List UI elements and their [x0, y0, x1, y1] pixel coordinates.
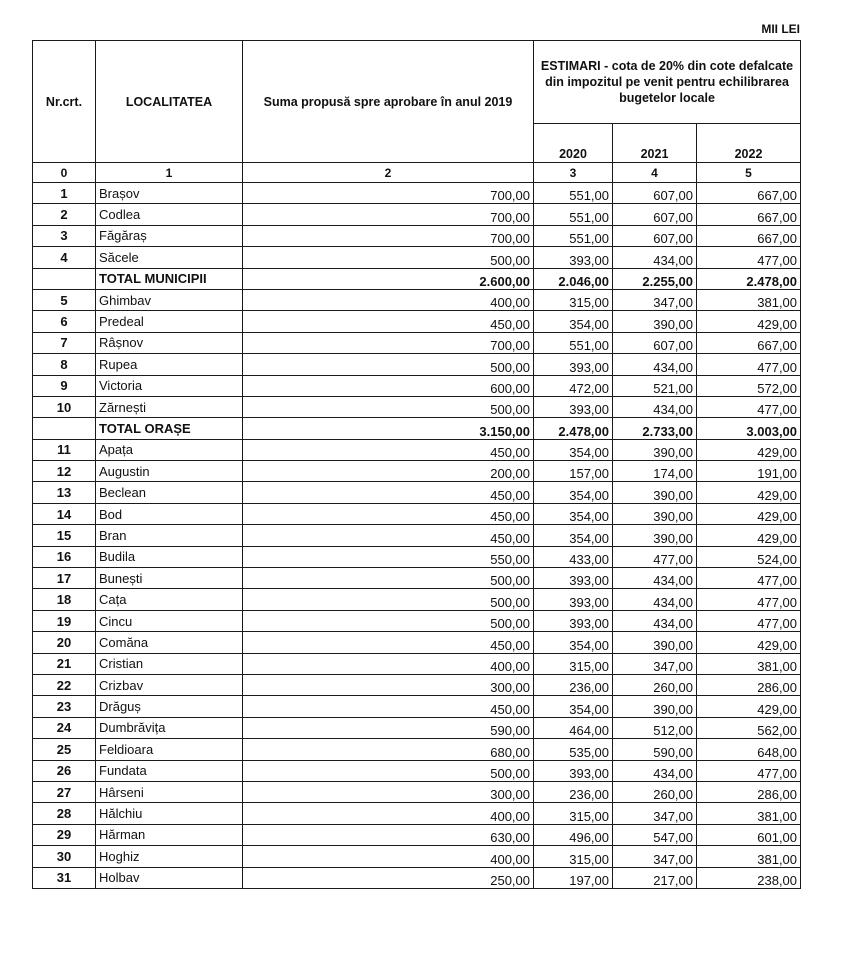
table-row [33, 568, 801, 589]
locality-name: Bunești [96, 568, 243, 589]
estimate-2022: 238,00 [697, 867, 801, 888]
estimate-2022: 477,00 [697, 354, 801, 375]
locality-name: Cincu [96, 610, 243, 631]
locality-name: Holbav [96, 867, 243, 888]
locality-name: Rupea [96, 354, 243, 375]
estimate-2021: 347,00 [613, 846, 697, 867]
table-row [33, 846, 801, 867]
estimate-2020: 236,00 [534, 674, 613, 695]
table-row [33, 225, 801, 246]
estimate-2021: 590,00 [613, 739, 697, 760]
estimate-2020: 315,00 [534, 653, 613, 674]
locality-name: Ghimbav [96, 289, 243, 310]
locality-name: Beclean [96, 482, 243, 503]
row-number: 19 [33, 610, 96, 631]
table-row [33, 781, 801, 802]
estimate-2022: 429,00 [697, 503, 801, 524]
amount-2019: 500,00 [243, 589, 534, 610]
estimate-2022: 381,00 [697, 289, 801, 310]
amount-2019: 450,00 [243, 503, 534, 524]
table-row [33, 204, 801, 225]
estimate-2020: 393,00 [534, 568, 613, 589]
amount-2019: 500,00 [243, 396, 534, 417]
estimate-2021: 477,00 [613, 546, 697, 567]
table-row [33, 760, 801, 781]
column-number: 4 [613, 163, 697, 183]
row-number: 12 [33, 461, 96, 482]
estimate-2020: 236,00 [534, 781, 613, 802]
estimate-2021: 2.733,00 [613, 418, 697, 439]
locality-name: Făgăraș [96, 225, 243, 246]
row-number: 5 [33, 289, 96, 310]
row-number: 1 [33, 183, 96, 204]
locality-name: Comăna [96, 632, 243, 653]
table-row [33, 354, 801, 375]
estimate-2021: 390,00 [613, 311, 697, 332]
amount-2019: 700,00 [243, 204, 534, 225]
locality-name: Drăguș [96, 696, 243, 717]
estimate-2020: 393,00 [534, 610, 613, 631]
amount-2019: 400,00 [243, 653, 534, 674]
estimate-2021: 547,00 [613, 824, 697, 845]
estimate-2022: 601,00 [697, 824, 801, 845]
estimate-2020: 197,00 [534, 867, 613, 888]
estimate-2022: 3.003,00 [697, 418, 801, 439]
estimate-2020: 551,00 [534, 332, 613, 353]
amount-2019: 300,00 [243, 674, 534, 695]
estimate-2020: 393,00 [534, 354, 613, 375]
row-number [33, 418, 96, 439]
amount-2019: 400,00 [243, 803, 534, 824]
table-row [33, 589, 801, 610]
estimate-2020: 354,00 [534, 311, 613, 332]
estimate-2020: 393,00 [534, 396, 613, 417]
estimate-2020: 464,00 [534, 717, 613, 738]
table-row [33, 824, 801, 845]
row-number: 2 [33, 204, 96, 225]
table-row [33, 461, 801, 482]
locality-name: Hălchiu [96, 803, 243, 824]
table-row [33, 482, 801, 503]
amount-2019: 630,00 [243, 824, 534, 845]
estimate-2021: 174,00 [613, 461, 697, 482]
estimate-2022: 429,00 [697, 632, 801, 653]
amount-2019: 450,00 [243, 525, 534, 546]
estimate-2021: 347,00 [613, 803, 697, 824]
estimate-2020: 535,00 [534, 739, 613, 760]
estimate-2022: 524,00 [697, 546, 801, 567]
row-number: 15 [33, 525, 96, 546]
table-row [33, 375, 801, 396]
table-row [33, 439, 801, 460]
amount-2019: 700,00 [243, 225, 534, 246]
row-number: 18 [33, 589, 96, 610]
estimate-2020: 393,00 [534, 760, 613, 781]
amount-2019: 550,00 [243, 546, 534, 567]
amount-2019: 700,00 [243, 183, 534, 204]
row-number: 4 [33, 247, 96, 268]
estimate-2020: 315,00 [534, 846, 613, 867]
locality-name: Victoria [96, 375, 243, 396]
amount-2019: 590,00 [243, 717, 534, 738]
estimate-2022: 381,00 [697, 846, 801, 867]
estimate-2020: 354,00 [534, 696, 613, 717]
estimate-2022: 286,00 [697, 781, 801, 802]
estimate-2022: 477,00 [697, 760, 801, 781]
table-row [33, 739, 801, 760]
estimate-2022: 667,00 [697, 332, 801, 353]
locality-name: Dumbrăvița [96, 717, 243, 738]
amount-2019: 450,00 [243, 696, 534, 717]
estimate-2021: 260,00 [613, 781, 697, 802]
estimate-2022: 477,00 [697, 396, 801, 417]
estimate-2022: 667,00 [697, 225, 801, 246]
total-row [33, 268, 801, 289]
budget-table [32, 40, 801, 889]
estimate-2021: 434,00 [613, 247, 697, 268]
estimate-2021: 434,00 [613, 589, 697, 610]
locality-name: Predeal [96, 311, 243, 332]
row-number: 11 [33, 439, 96, 460]
amount-2019: 680,00 [243, 739, 534, 760]
table-row [33, 332, 801, 353]
column-number: 5 [697, 163, 801, 183]
row-number: 6 [33, 311, 96, 332]
locality-name: Hărman [96, 824, 243, 845]
estimate-2022: 429,00 [697, 311, 801, 332]
estimate-2022: 572,00 [697, 375, 801, 396]
estimate-2021: 607,00 [613, 225, 697, 246]
row-number [33, 268, 96, 289]
header-estimari: ESTIMARI - cota de 20% din cote defalcate din impozitul pe venit pentru echilibrarea bugetelor locale [534, 41, 801, 124]
row-number: 25 [33, 739, 96, 760]
estimate-2020: 354,00 [534, 439, 613, 460]
estimate-2022: 562,00 [697, 717, 801, 738]
column-number: 1 [96, 163, 243, 183]
estimate-2022: 477,00 [697, 568, 801, 589]
table-row [33, 289, 801, 310]
row-number: 3 [33, 225, 96, 246]
estimate-2022: 429,00 [697, 525, 801, 546]
estimate-2021: 521,00 [613, 375, 697, 396]
estimate-2021: 347,00 [613, 289, 697, 310]
amount-2019: 200,00 [243, 461, 534, 482]
locality-name: Apața [96, 439, 243, 460]
estimate-2021: 390,00 [613, 439, 697, 460]
estimate-2021: 390,00 [613, 503, 697, 524]
locality-name: Crizbav [96, 674, 243, 695]
row-number: 9 [33, 375, 96, 396]
amount-2019: 600,00 [243, 375, 534, 396]
locality-name: Fundata [96, 760, 243, 781]
locality-name: Zărnești [96, 396, 243, 417]
table-row [33, 803, 801, 824]
column-number-row [33, 163, 801, 183]
estimate-2021: 347,00 [613, 653, 697, 674]
locality-name: TOTAL ORAȘE [96, 418, 243, 439]
locality-name: Hârseni [96, 781, 243, 802]
estimate-2022: 648,00 [697, 739, 801, 760]
amount-2019: 3.150,00 [243, 418, 534, 439]
estimate-2022: 286,00 [697, 674, 801, 695]
estimate-2021: 434,00 [613, 568, 697, 589]
row-number: 10 [33, 396, 96, 417]
amount-2019: 500,00 [243, 247, 534, 268]
estimate-2020: 2.478,00 [534, 418, 613, 439]
estimate-2021: 260,00 [613, 674, 697, 695]
table-row [33, 632, 801, 653]
estimate-2021: 2.255,00 [613, 268, 697, 289]
estimate-2022: 477,00 [697, 247, 801, 268]
table-row [33, 311, 801, 332]
table-row [33, 867, 801, 888]
estimate-2021: 607,00 [613, 183, 697, 204]
row-number: 24 [33, 717, 96, 738]
amount-2019: 400,00 [243, 846, 534, 867]
amount-2019: 500,00 [243, 354, 534, 375]
locality-name: Bod [96, 503, 243, 524]
estimate-2020: 2.046,00 [534, 268, 613, 289]
total-row [33, 418, 801, 439]
row-number: 21 [33, 653, 96, 674]
estimate-2021: 607,00 [613, 332, 697, 353]
estimate-2021: 390,00 [613, 482, 697, 503]
estimate-2022: 667,00 [697, 183, 801, 204]
amount-2019: 300,00 [243, 781, 534, 802]
estimate-2021: 390,00 [613, 632, 697, 653]
row-number: 22 [33, 674, 96, 695]
estimate-2020: 551,00 [534, 225, 613, 246]
locality-name: Feldioara [96, 739, 243, 760]
locality-name: Augustin [96, 461, 243, 482]
table-row [33, 396, 801, 417]
estimate-2022: 667,00 [697, 204, 801, 225]
header-nr: Nr.crt. [33, 41, 96, 163]
header-suma-2019: Suma propusă spre aprobare în anul 2019 [243, 41, 534, 163]
row-number: 16 [33, 546, 96, 567]
locality-name: Budila [96, 546, 243, 567]
unit-label: MII LEI [761, 22, 800, 36]
row-number: 31 [33, 867, 96, 888]
estimate-2020: 315,00 [534, 803, 613, 824]
estimate-2020: 551,00 [534, 183, 613, 204]
row-number: 27 [33, 781, 96, 802]
table-row [33, 610, 801, 631]
row-number: 20 [33, 632, 96, 653]
amount-2019: 250,00 [243, 867, 534, 888]
header-year-2020: 2020 [534, 124, 613, 163]
table-row [33, 653, 801, 674]
amount-2019: 450,00 [243, 439, 534, 460]
header-localitate: LOCALITATEA [96, 41, 243, 163]
row-number: 26 [33, 760, 96, 781]
estimate-2021: 512,00 [613, 717, 697, 738]
estimate-2022: 429,00 [697, 439, 801, 460]
row-number: 14 [33, 503, 96, 524]
row-number: 29 [33, 824, 96, 845]
locality-name: Cristian [96, 653, 243, 674]
table-row [33, 247, 801, 268]
amount-2019: 450,00 [243, 632, 534, 653]
row-number: 28 [33, 803, 96, 824]
estimate-2020: 472,00 [534, 375, 613, 396]
header-year-2021: 2021 [613, 124, 697, 163]
table-row [33, 503, 801, 524]
amount-2019: 500,00 [243, 568, 534, 589]
amount-2019: 450,00 [243, 311, 534, 332]
estimate-2020: 354,00 [534, 525, 613, 546]
table-row [33, 183, 801, 204]
locality-name: Brașov [96, 183, 243, 204]
table-header [33, 41, 801, 183]
estimate-2021: 434,00 [613, 610, 697, 631]
estimate-2020: 433,00 [534, 546, 613, 567]
amount-2019: 500,00 [243, 760, 534, 781]
row-number: 17 [33, 568, 96, 589]
column-number: 2 [243, 163, 534, 183]
locality-name: TOTAL MUNICIPII [96, 268, 243, 289]
amount-2019: 400,00 [243, 289, 534, 310]
estimate-2020: 551,00 [534, 204, 613, 225]
row-number: 23 [33, 696, 96, 717]
estimate-2020: 315,00 [534, 289, 613, 310]
estimate-2022: 381,00 [697, 803, 801, 824]
amount-2019: 450,00 [243, 482, 534, 503]
table-row [33, 525, 801, 546]
row-number: 8 [33, 354, 96, 375]
column-number: 0 [33, 163, 96, 183]
table-row [33, 546, 801, 567]
estimate-2021: 390,00 [613, 525, 697, 546]
amount-2019: 700,00 [243, 332, 534, 353]
locality-name: Bran [96, 525, 243, 546]
estimate-2021: 434,00 [613, 760, 697, 781]
estimate-2021: 434,00 [613, 354, 697, 375]
estimate-2020: 393,00 [534, 247, 613, 268]
column-number: 3 [534, 163, 613, 183]
estimate-2022: 477,00 [697, 589, 801, 610]
estimate-2020: 157,00 [534, 461, 613, 482]
row-number: 13 [33, 482, 96, 503]
locality-name: Râșnov [96, 332, 243, 353]
estimate-2022: 429,00 [697, 696, 801, 717]
estimate-2020: 393,00 [534, 589, 613, 610]
estimate-2020: 496,00 [534, 824, 613, 845]
locality-name: Cața [96, 589, 243, 610]
estimate-2022: 191,00 [697, 461, 801, 482]
amount-2019: 2.600,00 [243, 268, 534, 289]
table-body [33, 183, 801, 889]
estimate-2022: 381,00 [697, 653, 801, 674]
estimate-2020: 354,00 [534, 503, 613, 524]
table-row [33, 674, 801, 695]
estimate-2022: 2.478,00 [697, 268, 801, 289]
table-row [33, 696, 801, 717]
locality-name: Codlea [96, 204, 243, 225]
amount-2019: 500,00 [243, 610, 534, 631]
estimate-2021: 217,00 [613, 867, 697, 888]
estimate-2021: 390,00 [613, 696, 697, 717]
row-number: 7 [33, 332, 96, 353]
row-number: 30 [33, 846, 96, 867]
estimate-2021: 434,00 [613, 396, 697, 417]
locality-name: Hoghiz [96, 846, 243, 867]
estimate-2022: 429,00 [697, 482, 801, 503]
locality-name: Săcele [96, 247, 243, 268]
estimate-2020: 354,00 [534, 482, 613, 503]
estimate-2020: 354,00 [534, 632, 613, 653]
estimate-2022: 477,00 [697, 610, 801, 631]
estimate-2021: 607,00 [613, 204, 697, 225]
header-year-2022: 2022 [697, 124, 801, 163]
table-row [33, 717, 801, 738]
